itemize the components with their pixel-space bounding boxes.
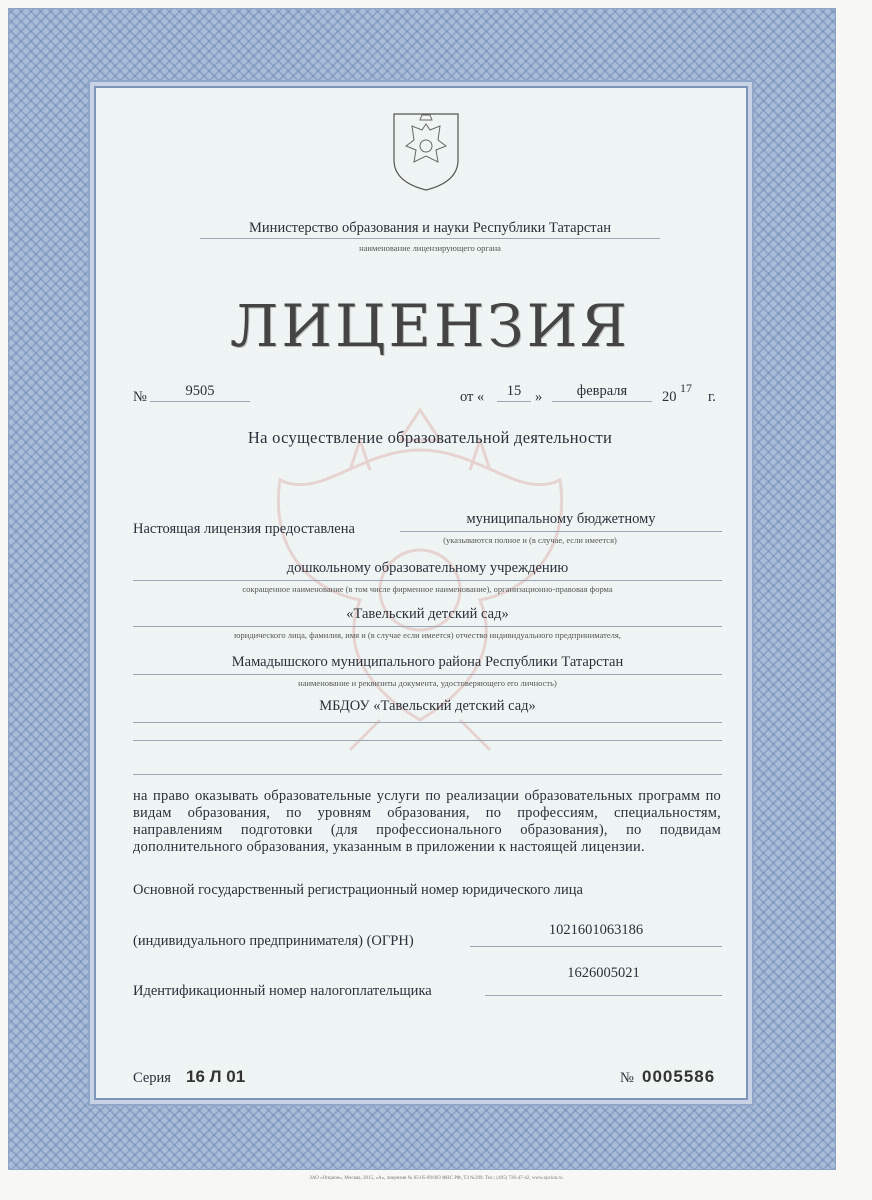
- date-year-end: г.: [708, 389, 716, 405]
- document-title: ЛИЦЕНЗИЯ: [229, 292, 631, 360]
- ogrn-label-line2: (индивидуального предпринимателя) (ОГРН): [133, 933, 414, 949]
- ogrn-value: 1021601063186: [470, 920, 722, 947]
- date-quote-close: »: [535, 389, 543, 405]
- blank-line-2: [133, 774, 722, 775]
- authority-underline: [200, 238, 660, 239]
- date-year-suffix: 17: [680, 381, 692, 395]
- serial-number-sign: №: [620, 1070, 634, 1086]
- licensee-line-1: муниципальному бюджетному: [400, 511, 722, 532]
- licensee-line-3: «Тавельский детский сад»: [133, 606, 722, 627]
- license-purpose: На осуществление образовательной деятельности: [247, 428, 613, 447]
- licensee-line-2: дошкольному образовательному учреждению: [133, 560, 722, 581]
- ogrn-label-line1: Основной государственный регистрационный номер юридического лица: [133, 882, 583, 898]
- printer-note: ЗАО «Опцион», Москва, 2015, «А», лицензия № 05-05-09/003 ФНС РФ, ТЗ №399. Тел.: (495) 726-47-42, www.opcion.ru: [309, 1176, 563, 1181]
- licensee-caption-3: юридического лица, фамилия, имя и (в случае если имеется) отчество индивидуального предпринимателя,: [234, 630, 621, 640]
- licensee-line-5: МБДОУ «Тавельский детский сад»: [133, 698, 722, 723]
- series-label: Серия: [133, 1070, 171, 1086]
- licensing-authority-name: Министерство образования и науки Республики Татарстан: [249, 220, 611, 236]
- license-number: 9505: [150, 383, 250, 402]
- inn-label: Идентификационный номер налогоплательщика: [133, 983, 432, 999]
- coat-of-arms-emblem: [390, 110, 462, 192]
- date-year-prefix: 20: [662, 389, 677, 405]
- licensee-caption-2: сокращенное наименование (в том числе фирменное наименование), организационно-правовая форма: [242, 584, 613, 594]
- authority-caption: наименование лицензирующего органа: [359, 243, 501, 253]
- license-scope-paragraph: на право оказывать образовательные услуги по реализации образовательных программ по видам образования, по уровням образования, по профессиям, специальностям, направлениям подготовки (для профессионального образования), по подвидам дополнительного образования, указанным в приложении к настоящей лицензии.: [133, 788, 721, 855]
- inn-value: 1626005021: [485, 963, 722, 996]
- serial-number: 0005586: [642, 1067, 716, 1086]
- series-value: 16 Л 01: [186, 1067, 246, 1086]
- licensee-lead-text: Настоящая лицензия предоставлена: [133, 521, 355, 537]
- number-sign: №: [133, 389, 147, 405]
- blank-line-1: [133, 740, 722, 741]
- licensee-line-4: Мамадышского муниципального района Республики Татарстан: [133, 654, 722, 675]
- date-from-label: от «: [460, 389, 485, 405]
- date-day: 15: [497, 383, 531, 402]
- date-month: февраля: [552, 383, 652, 402]
- licensee-caption-4: наименование и реквизиты документа, удостоверяющего его личность): [298, 678, 557, 688]
- licensee-caption-1: (указываются полное и (в случае, если имеется): [443, 535, 617, 545]
